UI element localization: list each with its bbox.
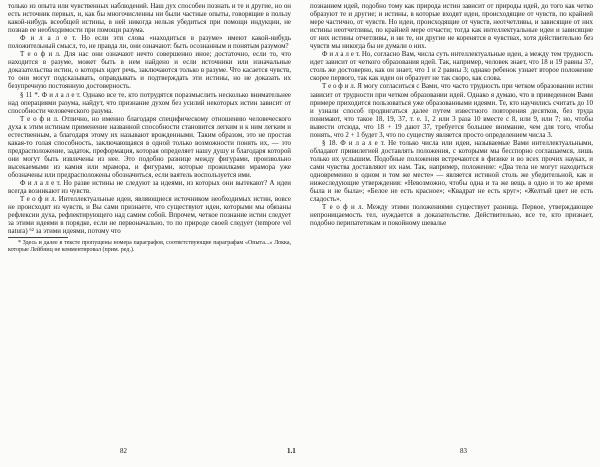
paragraph: только из опыта или чувственных наблюдений. Наш дух способен познать и те и другие, но он есть источник первых, и, как бы многочисленны ни были частные опыты, говорящие в пользу какой-нибудь всеобщей истины, в ней никогда нельзя убедиться при помощи индукции, не познав ее необходимости при помощи разума. — [8, 2, 291, 35]
paragraph: Ф и л а л е т. Но если эти слова «находиться в разуме» имеют какой-нибудь положительный смысл, то, не правда ли, они означают: быть осознанным и понятым разумом? — [8, 34, 291, 51]
signature-mark: 1.1 — [287, 447, 296, 455]
paragraph: § 11 *. Ф и л а л е т. Однако все те, кто потрудятся поразмыслить несколько внимательнее над операциями разума, найдут, что признание духом без усилий некоторых истин зависит от способности человеческого разума. — [8, 90, 291, 115]
paragraph: Ф и л а л е т. Но, согласно Вам, числа суть интеллектуальные идеи, а между тем трудность идет зависит от четкого образования идей. Так, например, человек знает, что 18 и 19 равны 37, столь же достоверно, как он знает, что 1 и 2 равны 3; однако ребенок узнает второе положение скорее первого, так как идеи он образует не так скоро, как слова. — [310, 50, 593, 83]
paragraph: познанием идей, подобно тому как природа истин зависит от природы идей, до того как четко образуют те и другие; и истины, в которые входят идеи, происходящие от чувств, по крайней мере частично, от чувств. Но идеи, происходящие от чувств, неотчетливы, и зависящие от них истины неотчетливы, по крайней мере отчасти; тогда как интеллектуальные идеи и зависящие от них истины отчетливы, и ни те, ни другие не коренятся в чувствах, хотя действительно без чувств мы никогда бы не думали о них. — [310, 2, 593, 51]
paragraph: Т е о ф и л. Отлично, но именно благодаря специфическому отношению человеческого духа к этим истинам применение названной способности становится легким и к ним легким и естественным, а благодаря этому их называют врожденными. Таким образом, это не простая какая-то голая способность, заключающаяся в одной только возможности понять их, — это предрасположение, задаток, преформация, которая определяет нашу душу и благодаря которой они могут быть извлечены из нее. Это подобно разнице между фигурами, произвольно высекаемыми из камня или мрамора, и фигурами, которые прожилками мрамора уже обозначены или предрасположены обозначиться, если ваятель воспользуется ими. — [8, 114, 291, 179]
paragraph: § 18. Ф и л а л е т. Не только числа или идеи, называемые Вами интеллектуальными, обладают привилегией доставлять положения, с которыми мы бесспорно соглашаемся, лишь только их услышим. Подобные положения встречаются в физике и во всех прочих науках, и сами чувства доставляют их нам. Так, например, положение: «Два тела не могут находиться одновременно в одном и том же месте» — является истиной столь же убедительной, как и нижеследующие утверждения: «Невозможно, чтобы одна и та же вещь в одно и то же время была и не была»; «Белое не есть красное»; «Квадрат не есть круг»; «Желтый цвет не есть сладость». — [310, 138, 593, 204]
left-page-text — [8, 2, 291, 434]
footnote: * Здесь и далее в тексте пропущены номера параграфов, соответствующие параграфам «Опыта...» Локка, которые Лейбниц не комментировал (прим. ред.). — [8, 240, 291, 254]
page-number-right: 83 — [460, 447, 467, 455]
page-number-left: 82 — [120, 447, 127, 455]
paragraph: Т е о ф и л. Я могу согласиться с Вами, что часто трудность при четком образовании истин зависит от трудности при четком образовании идей. Однако я думаю, что в приведенном Вами примере приходится пользоваться уже образованными идеями. Те, кто научились считать до 10 и узнали способ продвигаться далее путем известного повторения десятков, без труда понимают, что такое 18, 19, 37, т. е. 1, 2 или 3 раза 10 вместе с 8, или 9, или 7; но, чтобы вывести отсюда, что 18 + 19 дают 37, требуется большее внимание, чем для того, чтобы понять, что 2 + 1 будет 3, что по существу является просто определением числа 3. — [310, 82, 593, 139]
paragraph: Ф и л а л е т. Но разве истины не следуют за идеями, из которых они вытекают? А идеи всегда возникают из чувств. — [8, 179, 291, 196]
paragraph: Т е о ф и л. Для нас они означают нечто совершенно иное; достаточно, если то, что находится в разуме, может быть в нем найдено и если источники или изначальные доказательства истин, о которых идет речь, заключаются только в разуме. Что касается чувств, то они могут подсказывать, оправдывать и подтверждать эти истины, но не доказать их безупречную постоянную достоверность. — [8, 50, 291, 91]
paragraph: Т е о ф и л. Между этими положениями существует разница. Первое, утверждающее непроницаемость тел, нуждается в доказательстве. Действительно, все те, кто признает, подобно перипатетикам и покойному шевалье — [310, 203, 593, 228]
paragraph: Т е о ф и л. Интеллектуальные идеи, являющиеся источником необходимых истин, вовсе не происходят из чувств, и Вы сами признаете, что существуют идеи, которыми мы обязаны рефлексии духа, рефлектирующего над самим собой. Впрочем, четкое познание истин следует за этими идеями в порядке, если не первоначально, то по природе своей следует (tempore vel natura) ⁶² за этими идеями, потому что — [8, 195, 291, 236]
footnote-divider — [8, 237, 68, 238]
right-page-text — [310, 2, 593, 434]
